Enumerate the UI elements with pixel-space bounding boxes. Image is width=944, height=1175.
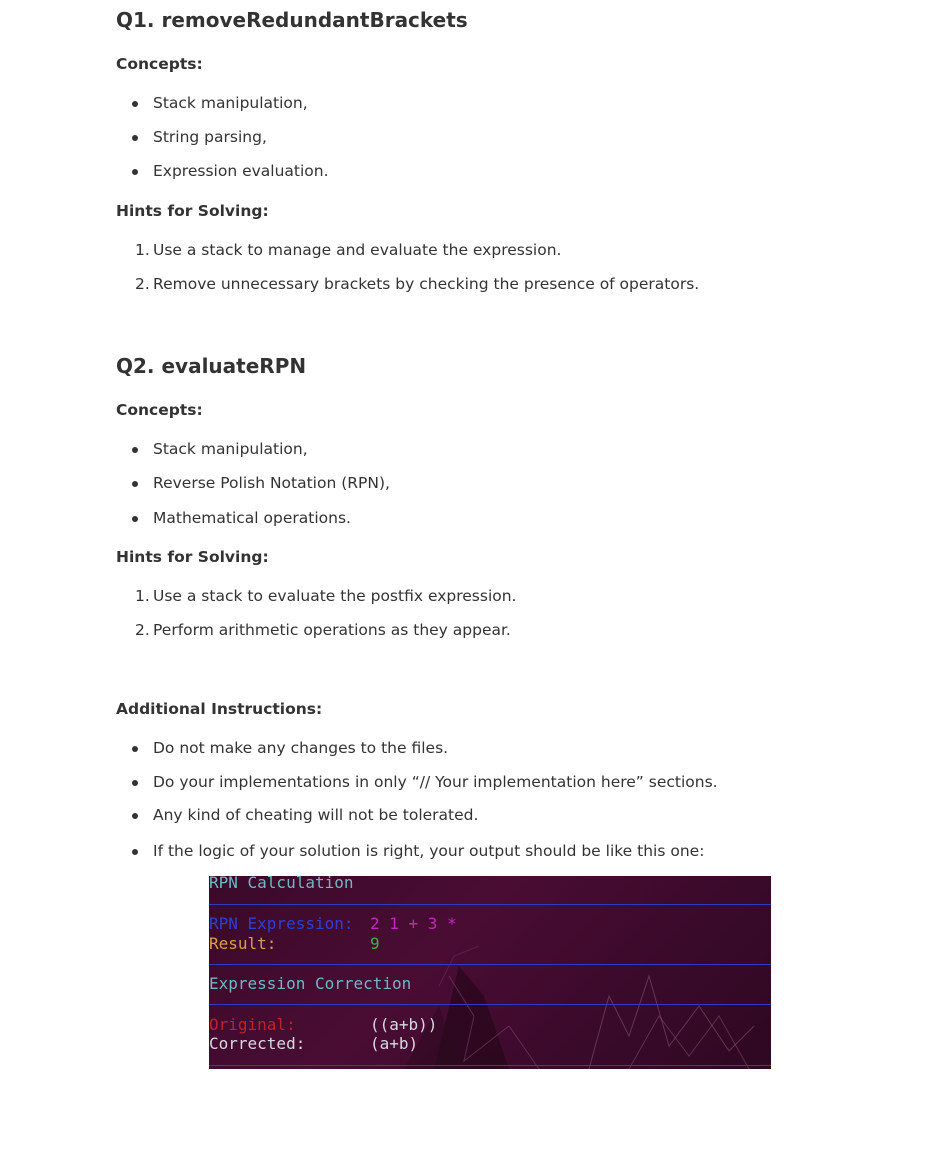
q1-concept-item: String parsing, <box>153 128 267 146</box>
q1-concepts-label: Concepts: <box>116 55 203 73</box>
rpn-expression-label: RPN Expression: <box>209 914 354 933</box>
bullet-icon <box>132 849 138 855</box>
q1-hints-label: Hints for Solving: <box>116 202 269 220</box>
q1-title: Q1. removeRedundantBrackets <box>116 8 468 32</box>
original-label: Original: <box>209 1015 296 1034</box>
rpn-expression-value: 2 1 + 3 * <box>370 914 457 933</box>
q2-hint-item: Use a stack to evaluate the postfix expression. <box>153 587 517 605</box>
corrected-label: Corrected: <box>209 1034 306 1053</box>
additional-item: Do your implementations in only “// Your implementation here” sections. <box>153 773 718 791</box>
list-number: 2. <box>135 621 150 639</box>
original-value: ((a+b)) <box>370 1015 438 1034</box>
q1-concept-item: Stack manipulation, <box>153 94 308 112</box>
result-label: Result: <box>209 934 277 953</box>
bullet-icon <box>132 481 138 487</box>
correction-heading: Expression Correction <box>209 974 412 993</box>
additional-item: Do not make any changes to the files. <box>153 739 449 757</box>
additional-label: Additional Instructions: <box>116 700 323 718</box>
bullet-icon <box>132 447 138 453</box>
rpn-heading: RPN Calculation <box>209 876 354 892</box>
additional-item: If the logic of your solution is right, your output should be like this one: <box>153 842 705 860</box>
divider <box>209 1065 771 1066</box>
bullet-icon <box>132 746 138 752</box>
bullet-icon <box>132 780 138 786</box>
bullet-icon <box>132 135 138 141</box>
list-number: 1. <box>135 241 150 259</box>
bullet-icon <box>132 101 138 107</box>
bullet-icon <box>132 516 138 522</box>
q2-hint-item: Perform arithmetic operations as they appear. <box>153 621 511 639</box>
divider <box>209 964 771 965</box>
q2-hints-label: Hints for Solving: <box>116 548 269 566</box>
q1-concept-item: Expression evaluation. <box>153 162 329 180</box>
list-number: 1. <box>135 587 150 605</box>
divider <box>209 904 771 905</box>
terminal-output-screenshot <box>209 876 771 1069</box>
q2-concept-item: Mathematical operations. <box>153 509 351 527</box>
list-number: 2. <box>135 275 150 293</box>
q2-concepts-label: Concepts: <box>116 401 203 419</box>
bullet-icon <box>132 813 138 819</box>
bullet-icon <box>132 169 138 175</box>
q2-concept-item: Stack manipulation, <box>153 440 308 458</box>
divider <box>209 1004 771 1005</box>
result-value: 9 <box>370 934 380 953</box>
additional-item: Any kind of cheating will not be tolerated. <box>153 806 479 824</box>
q2-concept-item: Reverse Polish Notation (RPN), <box>153 474 390 492</box>
corrected-value: (a+b) <box>370 1034 419 1053</box>
q2-title: Q2. evaluateRPN <box>116 354 307 378</box>
q1-hint-item: Remove unnecessary brackets by checking the presence of operators. <box>153 275 700 293</box>
q1-hint-item: Use a stack to manage and evaluate the expression. <box>153 241 562 259</box>
